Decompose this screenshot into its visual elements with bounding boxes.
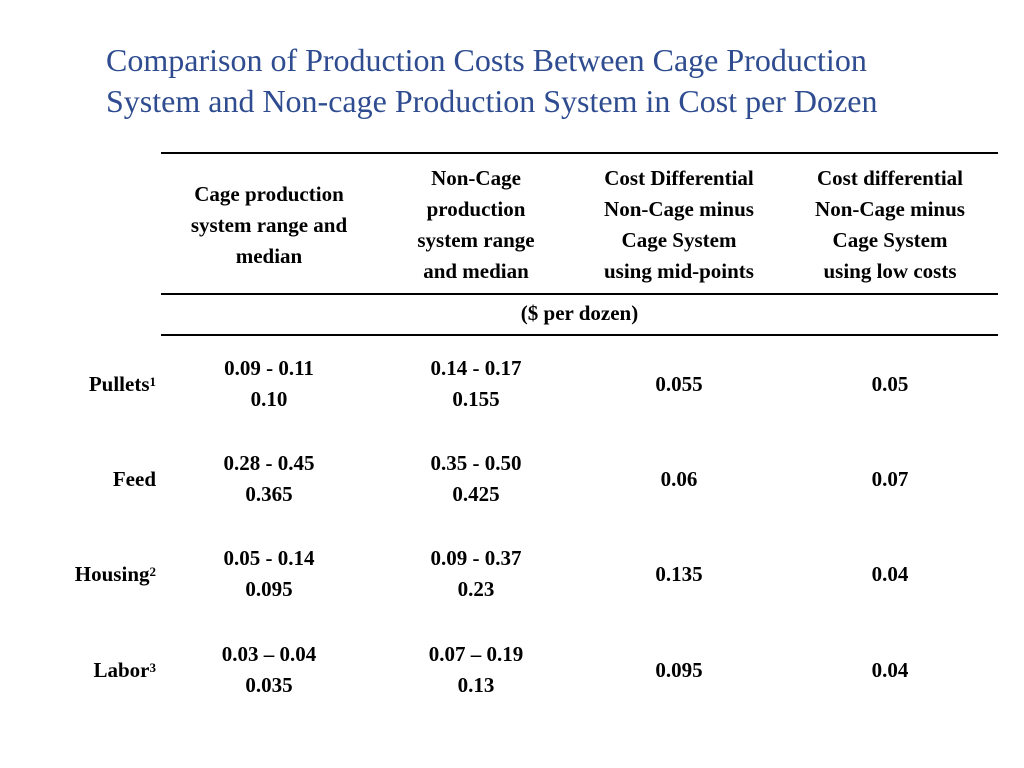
units-bottom-rule: [161, 334, 998, 336]
row-label-text: Pullets: [88, 371, 150, 396]
cell-diff-low-costs: 0.07: [871, 466, 909, 491]
header-line: Non-Cage: [431, 166, 521, 190]
noncage-median: 0.23: [457, 577, 495, 601]
cell-diff-low-costs: 0.05: [871, 371, 909, 396]
cell-diff-low-costs: 0.04: [871, 657, 909, 682]
cell-diff-midpoints: 0.06: [660, 466, 698, 491]
table-top-rule: [161, 152, 998, 154]
header-line: production: [426, 197, 526, 221]
noncage-median: 0.155: [452, 387, 500, 411]
cell-cage-range-median: [166, 542, 372, 606]
row-label-pullets: Pullets $^1$: [0, 352, 156, 416]
noncage-median: 0.13: [457, 673, 495, 697]
slide-title-line-2: System and Non-cage Production System in Cost per Dozen: [106, 83, 878, 119]
slide-title: [106, 40, 986, 122]
cage-range: 0.09 - 0.11: [224, 356, 314, 380]
header-line: Cage System: [832, 228, 948, 252]
row-label-text: Feed: [112, 466, 156, 491]
header-bottom-rule: [161, 293, 998, 295]
cage-range: 0.28 - 0.45: [223, 451, 315, 475]
header-noncage-range-median: [378, 163, 574, 287]
cell-diff-low-costs: 0.04: [871, 561, 909, 586]
cell-cage-range-median: [166, 638, 372, 702]
cage-median: 0.365: [245, 482, 293, 506]
header-diff-low-costs: [786, 163, 994, 287]
header-line: Cage System: [621, 228, 737, 252]
cage-median: 0.10: [250, 387, 288, 411]
header-cage-range-median: [166, 163, 372, 287]
cell-cage-range-median: [166, 352, 372, 416]
cell-diff-midpoints: 0.135: [655, 561, 703, 586]
cell-cage-range-median: [166, 447, 372, 511]
noncage-range: 0.35 - 0.50: [430, 451, 522, 475]
row-label-housing: Housing $^2$: [0, 542, 156, 606]
cell-noncage-range-median: [378, 447, 574, 511]
header-line: Cost differential: [816, 166, 963, 190]
header-line: Non-Cage minus: [815, 197, 965, 221]
cage-median: 0.035: [245, 673, 293, 697]
header-line: and median: [423, 259, 529, 283]
cell-diff-midpoints: 0.055: [655, 371, 703, 396]
noncage-range: 0.14 - 0.17: [430, 356, 522, 380]
row-label-labor: Labor $^3$: [0, 638, 156, 702]
header-line: median: [235, 243, 303, 268]
header-line: Cage production: [194, 181, 344, 206]
header-line: system range and: [190, 212, 348, 237]
units-label: ($ per dozen): [520, 300, 639, 325]
cell-noncage-range-median: [378, 542, 574, 606]
header-line: Cost Differential: [604, 166, 754, 190]
header-line: using mid-points: [604, 259, 754, 283]
row-label-text: Housing: [74, 561, 150, 586]
cell-noncage-range-median: [378, 638, 574, 702]
cell-diff-midpoints: 0.095: [655, 657, 703, 682]
cell-noncage-range-median: [378, 352, 574, 416]
noncage-range: 0.09 - 0.37: [430, 546, 522, 570]
header-line: Non-Cage minus: [604, 197, 754, 221]
row-label-feed: [0, 447, 156, 511]
header-line: system range: [417, 228, 535, 252]
cage-range: 0.03 – 0.04: [221, 642, 317, 666]
header-diff-midpoints: [578, 163, 780, 287]
header-line: using low costs: [823, 259, 957, 283]
slide-title-line-1: Comparison of Production Costs Between Cage Production: [106, 42, 867, 78]
row-label-text: Labor: [93, 657, 150, 682]
cage-median: 0.095: [245, 577, 293, 601]
noncage-median: 0.425: [452, 482, 500, 506]
noncage-range: 0.07 – 0.19: [428, 642, 524, 666]
cage-range: 0.05 - 0.14: [223, 546, 315, 570]
